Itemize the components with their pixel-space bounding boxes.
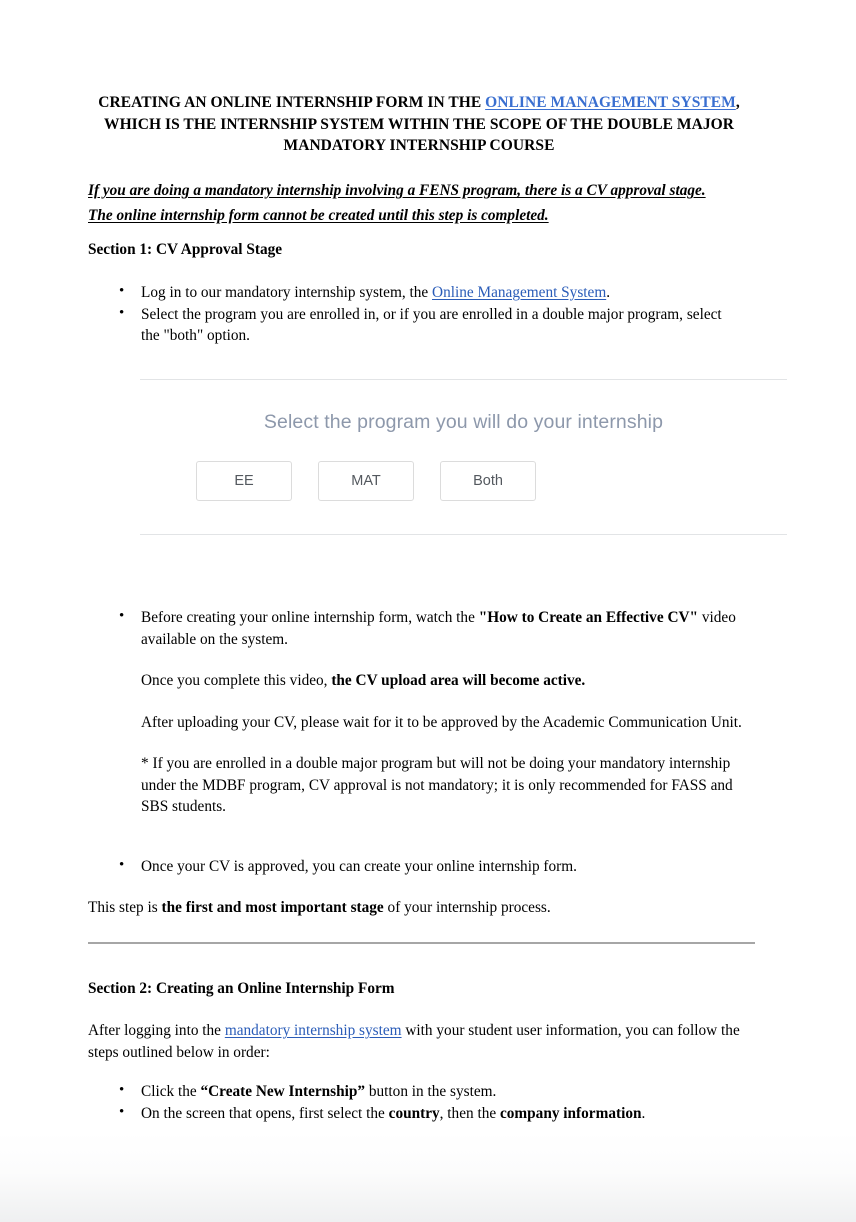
first-stage-text-after: of your internship process.: [383, 899, 551, 916]
program-button-mat[interactable]: MAT: [318, 461, 414, 501]
company-information-bold: company information: [499, 1104, 642, 1122]
list-item-create-new-internship: [88, 1081, 750, 1103]
section-1-heading: Section 1: CV Approval Stage: [88, 241, 283, 258]
double-major-footnote: * If you are enrolled in a double major program but will not be doing your mandatory internship under the MDBF program, CV approval is not mandatory; it is only recommended for FASS and SBS students.: [141, 755, 733, 815]
section-2-intro: [88, 1020, 748, 1063]
create-internship-text-after: button in the system.: [365, 1083, 497, 1100]
country-text-3: .: [641, 1104, 646, 1122]
page-bottom-fade: [0, 1132, 856, 1222]
first-stage-text-before: This step is: [88, 899, 162, 916]
first-stage-bold: the first and most important stage: [161, 899, 384, 916]
cv-approval-wait-note: After uploading your CV, please wait for it to be approved by the Academic Communication Unit.: [141, 713, 742, 731]
cv-upload-bold: the CV upload area will become active.: [331, 672, 586, 689]
list-item-login: [88, 282, 728, 304]
embedded-screenshot-program-selector: [140, 379, 787, 535]
watch-video-text-before: Before creating your online internship form, watch the: [141, 609, 479, 626]
country-text-2: , then the: [439, 1104, 500, 1122]
login-text-before: Log in to our mandatory internship system, the: [141, 284, 433, 301]
document-content: [88, 92, 750, 1122]
page-title-text-before: CREATING AN ONLINE INTERNSHIP FORM IN THE: [98, 94, 486, 111]
cv-upload-text-before: Once you complete this video,: [141, 672, 332, 689]
mandatory-internship-system-link[interactable]: mandatory internship system: [224, 1022, 402, 1039]
list-item-watch-video: [88, 607, 750, 650]
section-2-intro-text-before: After logging into the: [88, 1022, 225, 1039]
online-management-system-link[interactable]: Online Management System: [432, 284, 607, 301]
country-bold: country: [388, 1104, 440, 1122]
section-2-intro-text-after: with your student user information, you can follow the steps outlined below in order:: [88, 1022, 740, 1061]
section-1-cv-steps-list: [88, 607, 750, 818]
section-2-steps-list: [88, 1081, 750, 1124]
cv-upload-active-note: [88, 670, 750, 692]
program-button-ee[interactable]: EE: [196, 461, 292, 501]
section-divider-rule: [88, 942, 755, 944]
list-item-select-program: • Select the program you are enrolled in, or if you are enrolled in a double major program, select the "both" option.: [88, 304, 728, 347]
program-button-both[interactable]: Both: [440, 461, 536, 501]
section-1-intro-list: [88, 282, 728, 347]
program-selector-heading: Select the program you will do your internship: [263, 411, 664, 433]
create-new-internship-button-name: “Create New Internship”: [200, 1083, 366, 1100]
screenshot-bottom-divider: [140, 534, 787, 535]
section-1-cv-approved-list: [88, 856, 728, 878]
section-2-heading: Section 2: Creating an Online Internship Form: [88, 980, 395, 997]
list-item-select-country-company: [88, 1103, 750, 1125]
create-internship-text-before: Click the: [141, 1083, 201, 1100]
page-title-text-after: , WHICH IS THE INTERNSHIP SYSTEM WITHIN THE SCOPE OF THE DOUBLE MAJOR MANDATORY INTERNSHIP COURSE: [104, 94, 740, 154]
first-stage-statement: [88, 897, 728, 919]
screenshot-body: [140, 380, 787, 534]
list-item-cv-approved: • Once your CV is approved, you can create your online internship form.: [88, 856, 728, 878]
online-management-system-title-link[interactable]: ONLINE MANAGEMENT SYSTEM: [485, 94, 736, 111]
program-selector-button-group: [140, 461, 787, 501]
effective-cv-video-title: "How to Create an Effective CV": [478, 609, 699, 626]
page-title: [88, 92, 750, 157]
watch-video-text-after: video available on the system.: [141, 609, 736, 648]
cv-approval-notice: If you are doing a mandatory internship involving a FENS program, there is a CV approval stage. The online internship form cannot be created until this step is completed.: [88, 182, 706, 224]
country-text-1: On the screen that opens, first select the: [141, 1104, 389, 1122]
login-text-after: .: [606, 284, 611, 301]
